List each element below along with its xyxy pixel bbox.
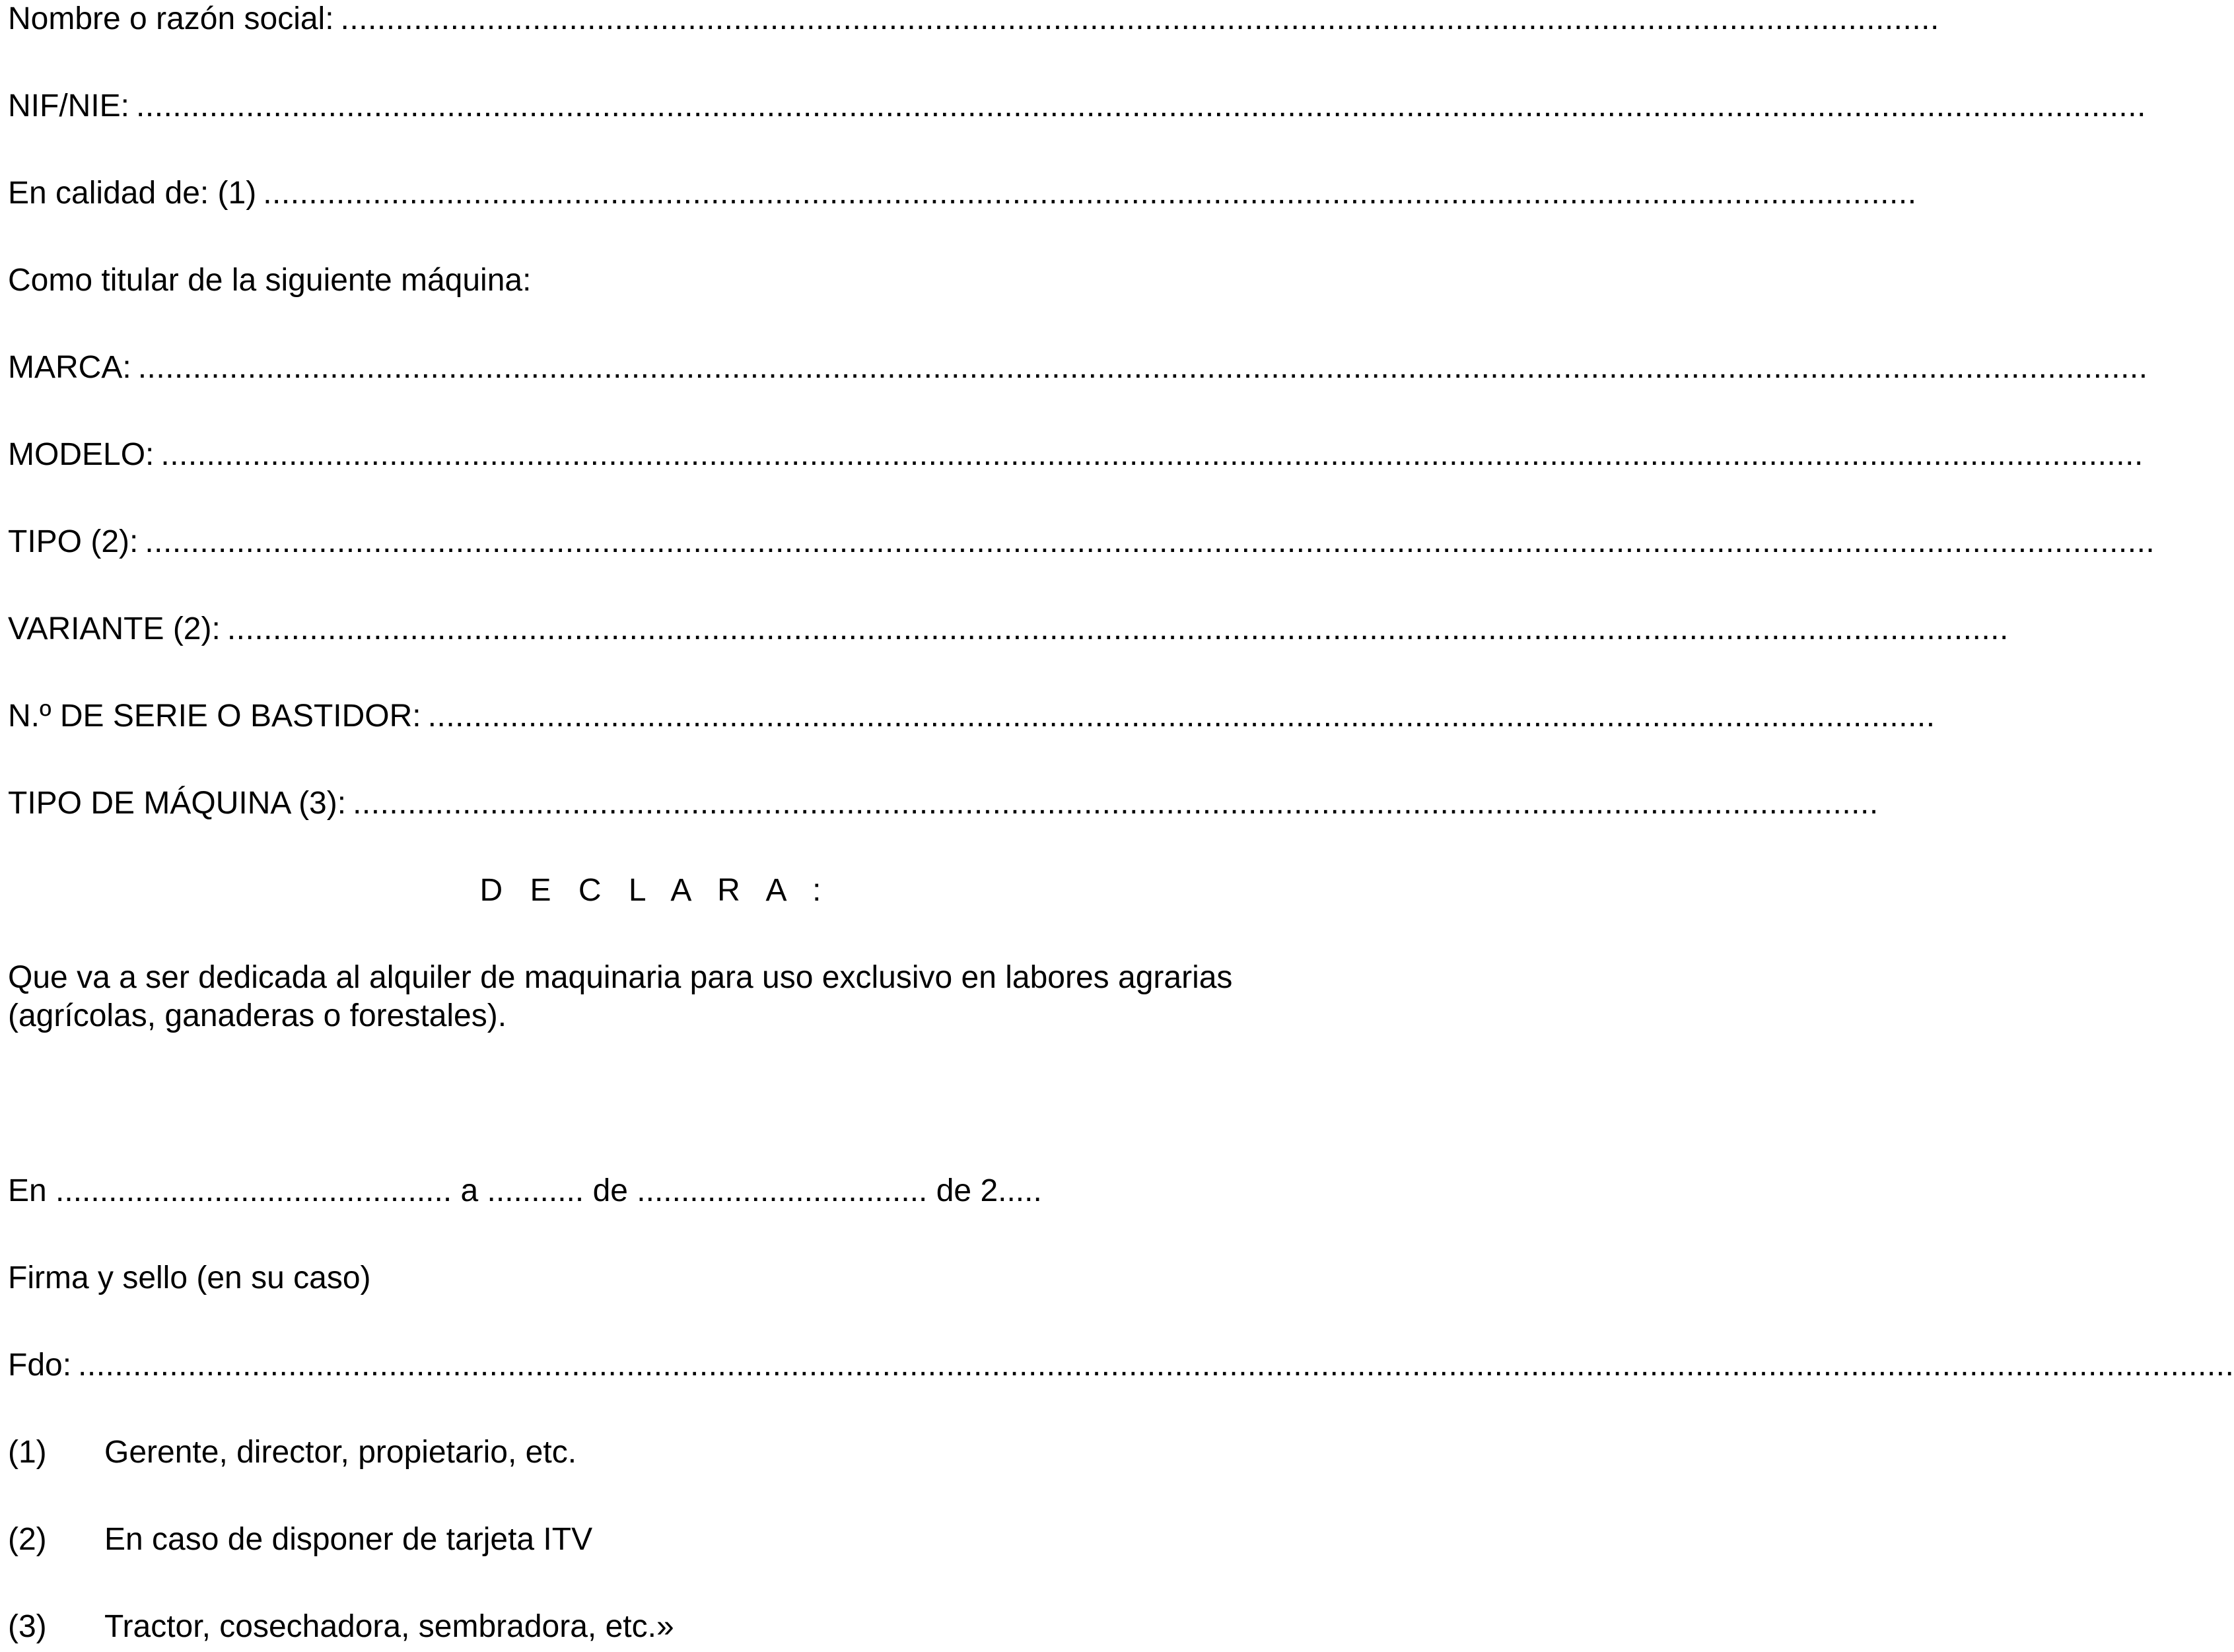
field-label: TIPO (2):: [8, 524, 139, 559]
field-serie: [8, 697, 1936, 736]
footnote-text: Gerente, director, propietario, etc.: [104, 1435, 577, 1470]
titular-label: Como titular de la siguiente máquina:: [8, 263, 532, 298]
field-dots: ............................................................................................................................................................................................................................: [136, 88, 2146, 123]
footnote: [8, 1608, 1302, 1646]
field-tipo-maquina: [8, 784, 1879, 823]
field-label: VARIANTE (2):: [8, 611, 221, 646]
field-dots: .....................................................................................................................................................................: [427, 699, 1936, 734]
field-label: En calidad de: (1): [8, 176, 257, 211]
field-dots: ............................................................................................................................................................................................................................: [145, 524, 2155, 559]
signature-label: Firma y sello (en su caso): [8, 1260, 371, 1295]
field-label: Nombre o razón social:: [8, 1, 334, 36]
field-calidad: [8, 174, 1917, 213]
field-dots: ............................................................................................................................................................................................................................: [137, 350, 2148, 385]
declara-heading: D E C L A R A :: [479, 873, 831, 908]
footnote: [8, 1521, 1302, 1559]
footnote: [8, 1433, 1302, 1472]
footnote-number: (1): [8, 1435, 47, 1470]
footnote-text: En caso de disponer de tarjeta ITV: [104, 1522, 593, 1557]
field-nombre: [8, 0, 1939, 38]
field-tipo: [8, 523, 2155, 561]
field-label: Fdo:: [8, 1348, 72, 1383]
field-label: NIF/NIE:: [8, 88, 130, 123]
field-nif: [8, 87, 2146, 125]
footnote-text: Tractor, cosechadora, sembradora, etc.»: [104, 1609, 674, 1644]
field-fdo: [8, 1346, 2234, 1385]
place-date-line: En ............................................. a ........... de ................................. de 2.....: [8, 1173, 1042, 1208]
field-dots: .....................................................................................................................................................................................: [263, 176, 1917, 211]
field-variante: [8, 610, 2009, 648]
declaration-text: Que va a ser dedicada al alquiler de maquinaria para uso exclusivo en labores agrarias (agrícolas, ganaderas o forestales).: [8, 960, 1233, 1033]
field-label: MARCA:: [8, 350, 131, 385]
field-dots: ...............................................................................................................................................................................: [340, 1, 1939, 36]
field-label: TIPO DE MÁQUINA (3):: [8, 786, 347, 821]
field-dots: .........................................................................................................................................................................................................................: [160, 437, 2144, 472]
footnote-number: (2): [8, 1522, 47, 1557]
titular-line: [8, 261, 1302, 300]
field-label: N.º DE SERIE O BASTIDOR:: [8, 699, 421, 734]
field-label: MODELO:: [8, 437, 155, 472]
field-dots: ............................................................................................................................................................................................................................................: [78, 1348, 2234, 1383]
field-marca: [8, 349, 2148, 387]
footnote-number: (3): [8, 1609, 47, 1644]
field-dots: .......................................................................................................................................................................: [353, 786, 1879, 821]
field-dots: ...................................................................................................................................................................................................: [227, 611, 2009, 646]
field-modelo: [8, 436, 2144, 474]
